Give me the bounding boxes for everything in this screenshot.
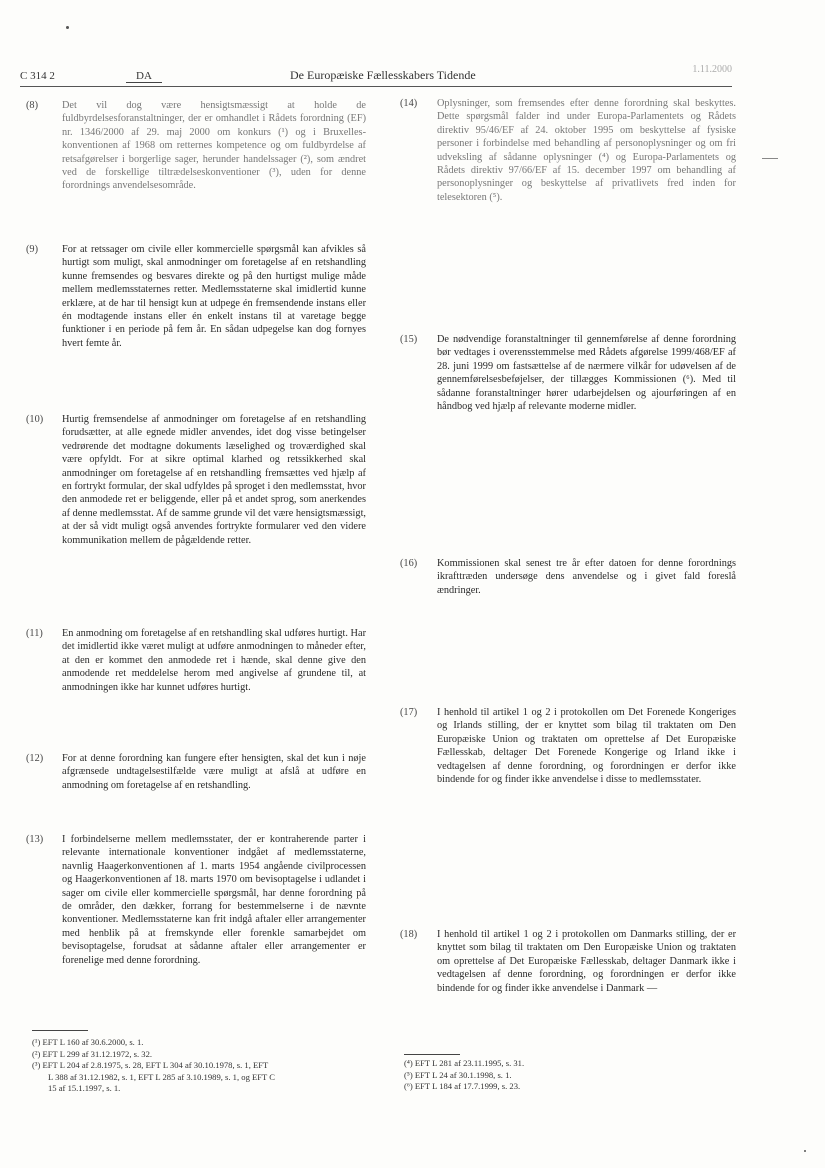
footnote-line: (⁴) EFT L 281 af 23.11.1995, s. 31. xyxy=(404,1058,525,1068)
recital-text: I forbindelserne mellem medlemsstater, der er kontraherende parter i relevante internationale konventioner indgået af medlemsstaterne, navnlig Haagerkonventionen af 1. marts 1954 angående civilprocessen og Haagerkonventionen af 18. marts 1970 om bevisoptagelse i udlandet i sager om civile eller kommercielle spørgsmål, har denne forordning på de områder, den dækker, forrang for bestemmelserne i de nævnte konventioner. Medlemsstaterne kan frit indgå aftaler eller arrangementer med henblik på at fremskynde eller forenkle samarbejdet om bevisoptagelse, forudsat at sådanne aftaler eller arrangementer er forenelige med denne forordning. xyxy=(62,834,366,966)
page-code: C 314 2 xyxy=(20,70,55,82)
scan-speck xyxy=(804,1150,806,1152)
footnote-line: L 388 af 31.12.1982, s. 1, EFT L 285 af 3.10.1989, s. 1, og EFT C xyxy=(48,1071,276,1082)
recital-14 xyxy=(400,97,736,204)
recital-number: (14) xyxy=(400,98,418,109)
recital-text: Hurtig fremsendelse af anmodninger om foretagelse af en retshandling forudsætter, at alle egnede midler anvendes, idet dog visse betingelser vedrørende det modtagne dokuments læselighed og troværdighed skal være opfyldt. For at sikre optimal klarhed og retssikkerhed skal anmodninger om foretagelse af en retshandling fremsættes ved hjælp af en fortrykt formular, der skal udfyldes på sproget i den medlemsstat, hvor den anmodede ret er beliggende, eller på et andet sprog, som anerkendes af denne medlemsstat. Af de samme grunde vil det være hensigtsmæssigt, at der så vidt muligt også anvendes fortrykte formularer ved den videre kommunikation mellem de pågældende retter. xyxy=(62,414,366,546)
journal-title: De Europæiske Fællesskabers Tidende xyxy=(290,68,476,82)
footnotes-right xyxy=(404,1058,524,1093)
recital-text: For at retssager om civile eller kommercielle spørgsmål kan afvikles så hurtigt som muligt, skal anmodninger om foretagelse af en retshandling kunne fremsendes og besvares direkte og på den hurtigst mulige måde mellem medlemsstaternes retter. Medlemsstaterne skal imidlertid kunne erklære, at de har til hensigt kun at udpege én fremsendende instans eller én modtagende instans eller én enkelt instans til at varetage begge funktioner i en periode på fem år. En sådan udpegelse kan dog fornyes hvert femte år. xyxy=(62,244,366,349)
recital-11 xyxy=(26,627,366,694)
recital-16 xyxy=(400,557,736,597)
recital-17 xyxy=(400,706,736,786)
recital-9 xyxy=(26,243,366,350)
language-code: DA xyxy=(126,70,162,83)
recital-text: De nødvendige foranstaltninger til gennemførelse af denne forordning bør vedtages i overensstemmelse med Rådets afgørelse 1999/468/EF af 28. juni 1999 om fastsættelse af de nærmere vilkår for udøvelsen af de gennemførelsesbeføjelser, der tillægges Kommissionen (⁶). Med til sådanne foranstaltninger hører udarbejdelsen og ajourføringen af en håndbog ved hjælp af relevante moderne midler. xyxy=(437,334,736,413)
recital-number: (15) xyxy=(400,334,418,345)
footnote-line: (⁵) EFT L 24 af 30.1.1998, s. 1. xyxy=(404,1069,512,1080)
footnote-line: (²) EFT L 299 af 31.12.1972, s. 32. xyxy=(32,1048,153,1059)
recital-text: Oplysninger, som fremsendes efter denne forordning skal beskyttes. Dette spørgsmål falder ind under Europa-Parlamentets og Rådets direktiv 95/46/EF af 24. oktober 1995 om beskyttelse af fysiske personer i forbindelse med behandling af personoplysninger og om fri udveksling af sådanne oplysninger (⁴) og Europa-Parlamentets og Rådets direktiv 97/66/EF af 15. december 1997 om behandling af personoplysninger og beskyttelse af privatlivets fred inden for telesektoren (⁵). xyxy=(437,98,736,203)
recital-number: (17) xyxy=(400,707,418,718)
footnote-line: (⁶) EFT L 184 af 17.7.1999, s. 23. xyxy=(404,1081,521,1092)
recital-text: En anmodning om foretagelse af en retshandling skal udføres hurtigt. Har det imidlertid ikke været muligt at udføre anmodningen to måneder efter, at den er kommet den anmodede ret i hænde, skal denne give den anmodende ret meddelelse herom med angivelse af grundene til, at anmodningen ikke har kunnet udføres hurtigt. xyxy=(62,628,366,693)
footnote-line: 15 af 15.1.1997, s. 1. xyxy=(48,1083,121,1094)
recital-number: (9) xyxy=(26,244,39,255)
footnotes-left xyxy=(32,1037,275,1095)
footnote-rule-left xyxy=(32,1030,88,1031)
recital-text: I henhold til artikel 1 og 2 i protokollen om Det Forenede Kongeriges og Irlands stilling, der er knyttet som bilag til traktaten om Den Europæiske Union og traktaten om oprettelse af Det Europæiske Fællesskab, deltager Det Forenede Kongerige og Irland ikke i vedtagelsen af denne forordning, og forordningen er derfor ikke bindende for og finder ikke anvendelse i disse to medlemsstater. xyxy=(437,707,736,786)
issue-date: 1.11.2000 xyxy=(692,64,732,75)
recital-18 xyxy=(400,928,736,995)
recital-13 xyxy=(26,833,366,967)
margin-mark xyxy=(762,158,778,159)
recital-number: (8) xyxy=(26,100,39,111)
recital-15 xyxy=(400,333,736,413)
recital-text: Kommissionen skal senest tre år efter datoen for denne forordnings ikrafttræden undersøge dens anvendelse og i givet fald foreslå ændringer. xyxy=(437,558,736,596)
recital-number: (11) xyxy=(26,628,43,639)
footnote-line: (¹) EFT L 160 af 30.6.2000, s. 1. xyxy=(32,1037,144,1047)
footnote-rule-right xyxy=(404,1054,460,1055)
scan-speck xyxy=(66,26,69,29)
recital-number: (13) xyxy=(26,834,44,845)
recital-10 xyxy=(26,413,366,547)
recital-8 xyxy=(26,99,366,193)
recital-text: I henhold til artikel 1 og 2 i protokollen om Danmarks stilling, der er knyttet som bilag til traktaten om Den Europæiske Union og traktaten om oprettelse af Det Europæiske Fællesskab, deltager Danmark ikke i vedtagelsen af denne forordning, og forordningen er derfor ikke bindende for og finder ikke anvendelse i Danmark — xyxy=(437,929,736,994)
recital-number: (18) xyxy=(400,929,418,940)
recital-text: Det vil dog være hensigtsmæssigt at holde de fuldbyrdelsesforanstaltninger, der er omhandlet i Rådets forordning (EF) nr. 1346/2000 af 29. maj 2000 om konkurs (¹) og i Bruxelles-konventionen af 1968 om retternes kompetence og om fuldbyrdelse af retsafgørelser i borgerlige sager, herunder handelssager (²), som ændret ved de forskellige tiltrædelseskonventioner (³), uden for denne forordnings anvendelsesområde. xyxy=(62,100,366,192)
footnote-line: (³) EFT L 204 af 2.8.1975, s. 28, EFT L 304 af 30.10.1978, s. 1, EFT xyxy=(32,1060,269,1071)
recital-number: (10) xyxy=(26,414,44,425)
recital-12 xyxy=(26,752,366,792)
recital-number: (16) xyxy=(400,558,418,569)
header-rule xyxy=(20,86,732,87)
recital-number: (12) xyxy=(26,753,44,764)
recital-text: For at denne forordning kan fungere efter hensigten, skal det kun i nøje afgrænsede undtagelsestilfælde være muligt at afslå at udføre en anmodning om foretagelse af en retshandling. xyxy=(62,753,366,791)
page-header xyxy=(20,64,732,86)
